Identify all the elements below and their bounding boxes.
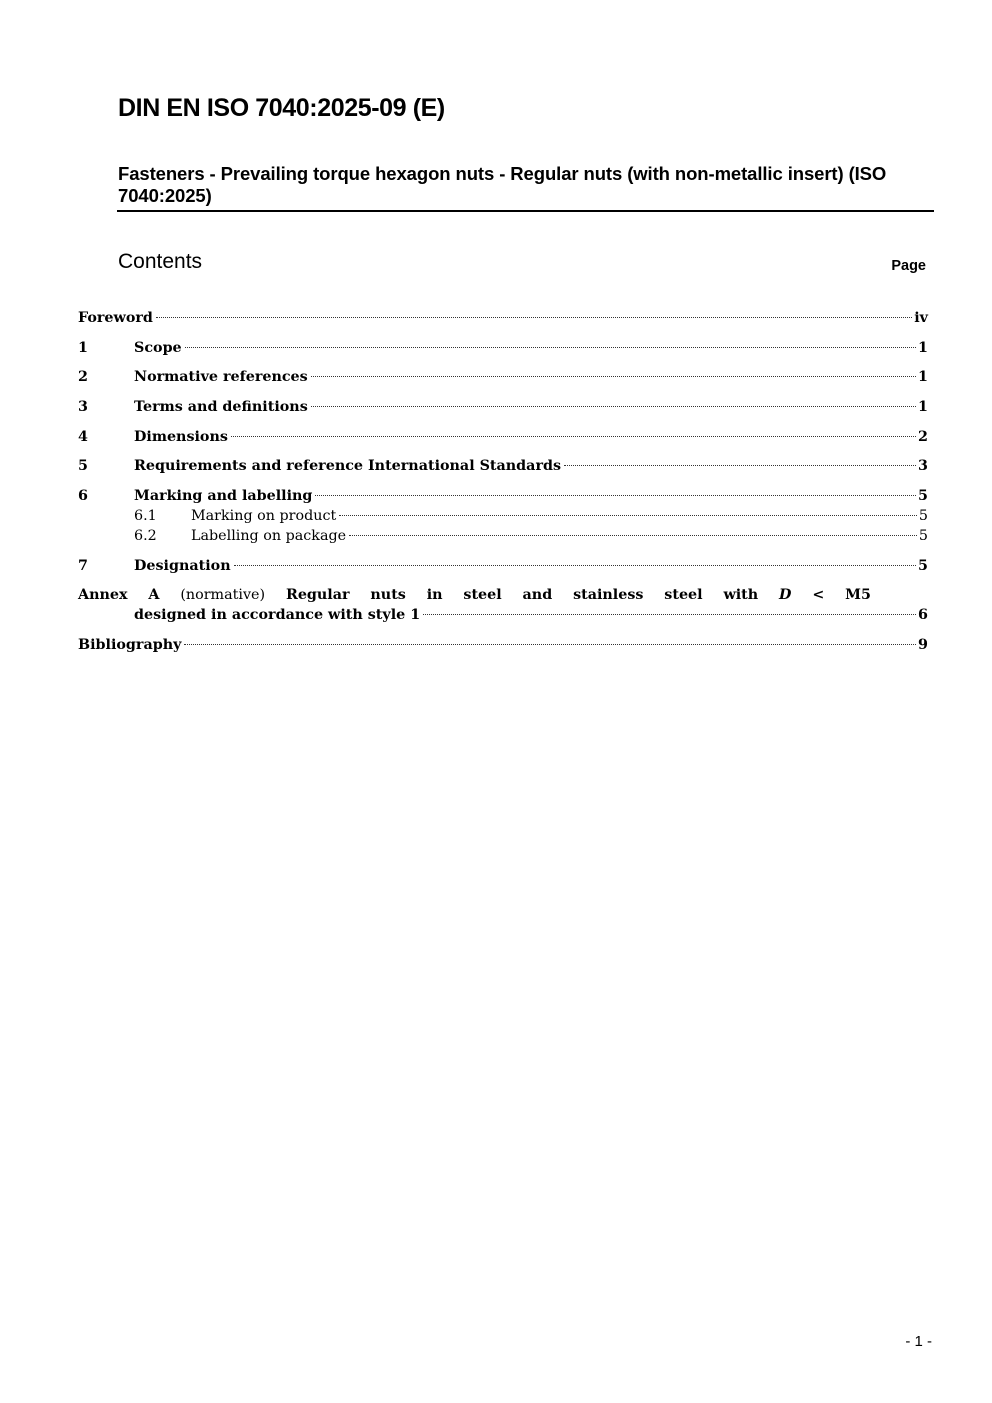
- annex-word: steel: [463, 587, 502, 603]
- toc-page: 6: [918, 607, 928, 623]
- annex-word: steel: [664, 587, 703, 603]
- toc-entry-marking-and-labelling[interactable]: [78, 486, 928, 506]
- dot-leader: [423, 614, 916, 615]
- toc-page: 3: [918, 458, 928, 474]
- dot-leader: [156, 317, 912, 318]
- toc-label: Normative references: [134, 369, 308, 385]
- annex-word: and: [522, 587, 553, 603]
- toc-entry-marking-on-product[interactable]: [78, 506, 928, 526]
- toc-page: 5: [918, 528, 928, 544]
- toc-entry-scope[interactable]: [78, 338, 928, 358]
- page-number: - 1 -: [905, 1333, 932, 1350]
- annex-size: M5: [845, 587, 871, 603]
- toc-number: 4: [78, 429, 88, 445]
- toc-number: 6: [78, 488, 88, 504]
- toc-number: 3: [78, 399, 88, 415]
- toc-entry-normative-references[interactable]: [78, 367, 928, 387]
- annex-variable: D: [779, 587, 792, 603]
- toc-page: 9: [918, 637, 928, 653]
- dot-leader: [185, 347, 916, 348]
- dot-leader: [564, 465, 916, 466]
- toc-label: Foreword: [78, 310, 153, 326]
- annex-word: stainless: [573, 587, 644, 603]
- annex-word: with: [723, 587, 759, 603]
- toc-page: iv: [914, 310, 928, 326]
- toc-label: designed in accordance with style 1: [134, 607, 421, 623]
- toc-page: 5: [918, 508, 928, 524]
- annex-title-line: [78, 585, 871, 605]
- toc-entry-bibliography[interactable]: [78, 635, 928, 655]
- toc-label: Bibliography: [78, 637, 182, 653]
- toc-entry-terms-and-definitions[interactable]: [78, 397, 928, 417]
- toc-entry-labelling-on-package[interactable]: [78, 526, 928, 546]
- toc-entry-dimensions[interactable]: [78, 427, 928, 447]
- annex-type: (normative): [180, 587, 266, 603]
- annex-word: in: [426, 587, 443, 603]
- toc-number: 5: [78, 458, 88, 474]
- dot-leader: [184, 644, 916, 645]
- dot-leader: [231, 436, 916, 437]
- annex-second-line: [78, 605, 928, 625]
- annex-word: nuts: [370, 587, 406, 603]
- toc-page: 5: [918, 558, 928, 574]
- annex-word: Annex: [78, 587, 128, 603]
- toc-page: 1: [918, 399, 928, 415]
- toc-label: Designation: [134, 558, 231, 574]
- dot-leader: [234, 565, 916, 566]
- toc-number: 7: [78, 558, 88, 574]
- page-column-heading: Page: [891, 258, 926, 274]
- document-id: DIN EN ISO 7040:2025-09 (E): [118, 94, 445, 122]
- toc-page: 1: [918, 340, 928, 356]
- toc-label: Requirements and reference International Standards: [134, 458, 562, 474]
- toc-number: 6.1: [134, 508, 157, 524]
- toc-page: 5: [918, 488, 928, 504]
- toc-number: 6.2: [134, 528, 157, 544]
- annex-word: A: [148, 587, 160, 603]
- toc-entry-foreword[interactable]: [78, 308, 928, 328]
- dot-leader: [311, 406, 916, 407]
- annex-operator: <: [812, 587, 825, 603]
- title-underline: [117, 210, 934, 212]
- dot-leader: [349, 535, 917, 536]
- toc-label: Terms and definitions: [134, 399, 308, 415]
- contents-heading: Contents: [118, 250, 203, 273]
- toc-label: Scope: [134, 340, 182, 356]
- toc-number: 2: [78, 369, 88, 385]
- toc-page: 2: [918, 429, 928, 445]
- toc-page: 1: [918, 369, 928, 385]
- toc-label: Labelling on package: [191, 528, 347, 544]
- toc-number: 1: [78, 340, 88, 356]
- toc-label: Marking on product: [191, 508, 337, 524]
- toc-entry-designation[interactable]: [78, 556, 928, 576]
- toc-label: Marking and labelling: [134, 488, 313, 504]
- toc-entry-requirements[interactable]: [78, 456, 928, 476]
- dot-leader: [315, 495, 916, 496]
- annex-word: Regular: [285, 587, 350, 603]
- dot-leader: [311, 376, 916, 377]
- dot-leader: [339, 515, 917, 516]
- toc-label: Dimensions: [134, 429, 228, 445]
- document-title: Fasteners - Prevailing torque hexagon nuts - Regular nuts (with non-metallic insert) (ISO 7040:2025): [118, 163, 887, 206]
